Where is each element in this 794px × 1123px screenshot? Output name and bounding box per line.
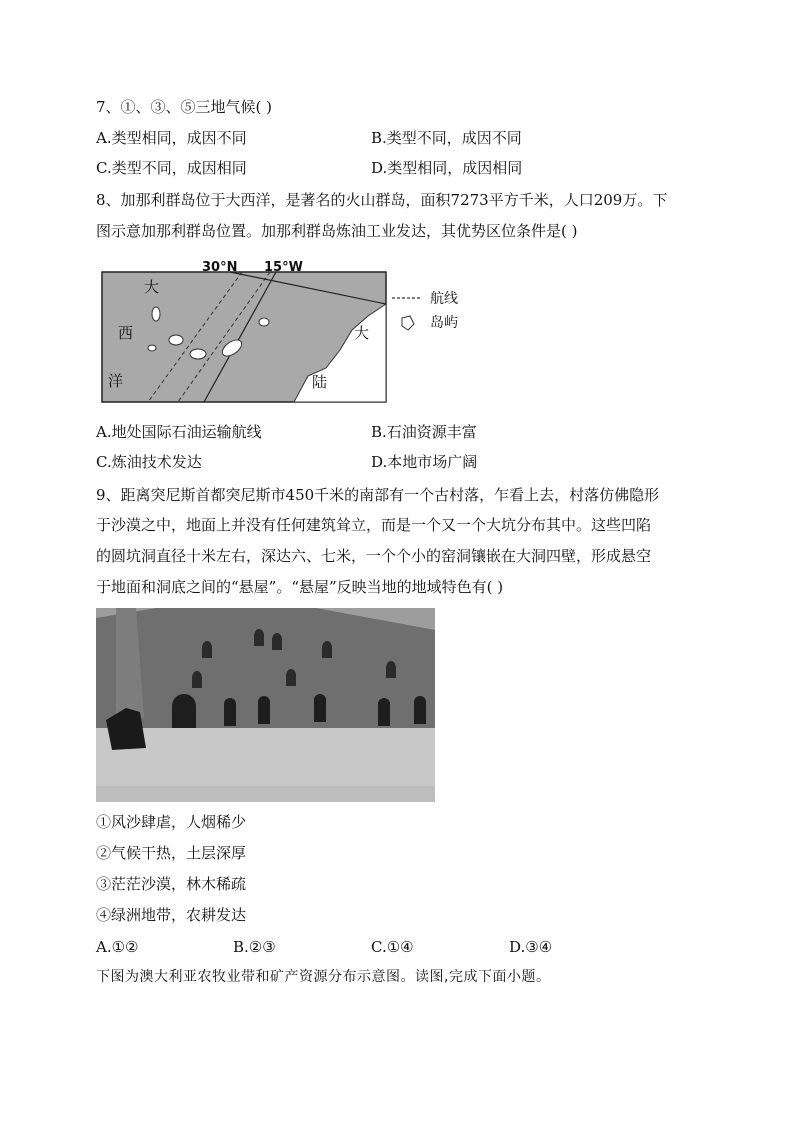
- q8-option-d[interactable]: D.本地市场广阔: [371, 453, 478, 471]
- q9-statement-1: ①风沙肆虐，人烟稀少: [96, 813, 247, 831]
- ocean-char-3: 洋: [108, 372, 124, 390]
- q9-stem-line-3: 的圆坑洞直径十米左右，深达六、七米，一个个小的窑洞镶嵌在大洞四壁，形成悬空: [96, 547, 652, 565]
- q7-option-c[interactable]: C.类型不同，成因相同: [96, 159, 247, 177]
- q8-stem-line-1: 8、加那利群岛位于大西洋，是著名的火山群岛，面积7273平方千米，人口209万。下: [96, 191, 668, 209]
- lat-label: 30°N: [202, 260, 238, 275]
- q9-option-d[interactable]: D.③④: [509, 938, 553, 956]
- q8-stem-line-2: 图示意加那利群岛位置。加那利群岛炼油工业发达，其优势区位条件是( ): [96, 222, 578, 240]
- legend-island-label: 岛屿: [430, 315, 458, 331]
- q7-stem: 7、①、③、⑤三地气候( ): [96, 98, 273, 116]
- q9-stem-line-1: 9、距离突尼斯首都突尼斯市450千米的南部有一个古村落，乍看上去，村落仿佛隐形: [96, 486, 660, 504]
- island-2: [169, 335, 183, 345]
- next-question-intro: 下图为澳大利亚农牧业带和矿产资源分布示意图。读图,完成下面小题。: [96, 969, 551, 985]
- legend-island-symbol: [402, 316, 414, 330]
- island-4: [190, 349, 206, 359]
- q9-stem-line-2: 于沙漠之中，地面上并没有任何建筑耸立，而是一个又一个大坑分布其中。这些凹陷: [96, 516, 652, 534]
- q8-option-c[interactable]: C.炼油技术发达: [96, 453, 202, 471]
- q7-option-d[interactable]: D.类型相同，成因相同: [371, 159, 523, 177]
- q9-statement-2: ②气候干热，土层深厚: [96, 844, 247, 862]
- q9-stem-line-4: 于地面和洞底之间的“悬屋”。“悬屋”反映当地的地域特色有( ): [96, 578, 504, 596]
- low-wall: [96, 786, 435, 802]
- legend-route-label: 航线: [430, 291, 458, 307]
- land-char-1: 大: [354, 324, 370, 342]
- canary-islands-map: [96, 254, 476, 406]
- q9-option-b[interactable]: B.②③: [233, 938, 276, 956]
- island-1: [152, 307, 160, 321]
- lon-label: 15°W: [264, 260, 303, 275]
- q8-option-a[interactable]: A.地处国际石油运输航线: [96, 423, 262, 441]
- land-char-2: 陆: [312, 373, 328, 391]
- q9-option-a[interactable]: A.①②: [96, 938, 139, 956]
- q7-option-b[interactable]: B.类型不同，成因不同: [371, 129, 522, 147]
- q9-option-c[interactable]: C.①④: [371, 938, 414, 956]
- q9-statement-3: ③茫茫沙漠，林木稀疏: [96, 875, 247, 893]
- q8-option-b[interactable]: B.石油资源丰富: [371, 423, 477, 441]
- q7-option-a[interactable]: A.类型相同，成因不同: [96, 129, 247, 147]
- cave-dwelling-photo: [96, 608, 435, 802]
- ocean-char-1: 大: [144, 278, 160, 296]
- ocean-char-2: 西: [118, 324, 134, 342]
- island-6: [259, 318, 269, 326]
- island-3: [148, 345, 156, 351]
- q9-statement-4: ④绿洲地带，农耕发达: [96, 906, 247, 924]
